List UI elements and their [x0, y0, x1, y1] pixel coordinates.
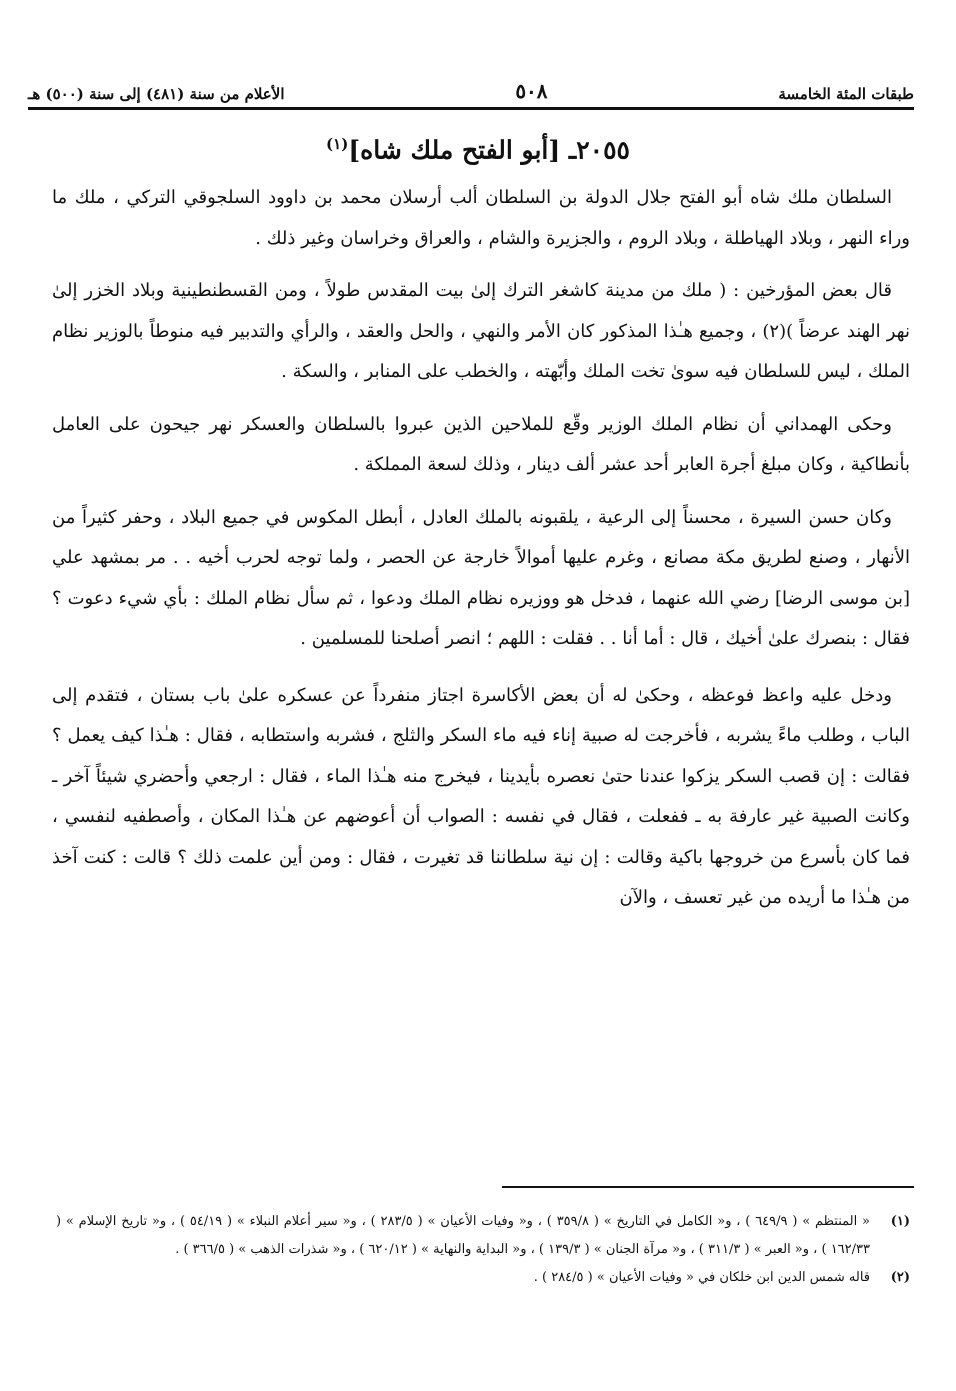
paragraph: السلطان ملك شاه أبو الفتح جلال الدولة بن السلطان ألب أرسلان محمد بن داوود السلجوقي التركي ، ملك ما وراء النهر ، وبلاد الهياطلة ، وبلاد الروم ، والجزيرة والشام ، والعراق وخراسان وغير ذلك .: [52, 187, 910, 249]
entry-body: [52, 178, 910, 931]
footnote: [56, 1208, 910, 1264]
footnote-text: « المنتظم » ( ٦٤٩/٩ ) ، و« الكامل في التاريخ » ( ٣٥٩/٨ ) ، و« وفيات الأعيان » ( ٢٨٣/٥ ) ، و« سير أعلام النبلاء » ( ٥٤/١٩ ) ، و« تاريخ الإسلام » ( ١٦٢/٣٣ ) ، و« العبر » ( ٣١١/٣ ) ، و« مرآة الجنان » ( ١٣٩/٣ ) ، و« البداية والنهاية » ( ٦٢٠/١٢ ) ، و« شذرات الذهب » ( ٣٦٦/٥ ) .: [56, 1214, 871, 1257]
paragraph: وكان حسن السيرة ، محسناً إلى الرعية ، يلقبونه بالملك العادل ، أبطل المكوس في جميع البلاد ، وحفر كثيراً من الأنهار ، وصنع لطريق مكة مصانع ، وغرم عليها أموالاً خارجة عن الحصر ، ولما توجه لحرب أخيه . . مر بمشهد علي [بن موسى الرضا] رضي الله عنهما ، فدخل هو ووزيره نظام الملك ودعوا ، ثم سأل نظام الملك : بأي شيء دعوت ؟ فقال : بنصرك علىٰ أخيك ، قال : أما أنا . . فقلت : اللهم ؛ انصر أصلحنا للمسلمين .: [52, 506, 910, 649]
paragraph: وحكى الهمداني أن نظام الملك الوزير وقّع للملاحين الذين عبروا بالسلطان والعسكر نهر جيحون على العامل بأنطاكية ، وكان مبلغ أجرة العابر أحد عشر ألف دينار ، وذلك لسعة المملكة .: [52, 413, 910, 475]
entry-title: [40, 122, 916, 172]
paragraph: قال بعض المؤرخين : ( ملك من مدينة كاشغر الترك إلىٰ بيت المقدس طولاً ، ومن القسطنطينية وبلاد الخزر إلىٰ نهر الهند عرضاً )(٢) ، وجميع هـٰذا المذكور كان الأمر والنهي ، والحل والعقد ، والرأي والتدبير فيه منوطاً بالوزير نظام الملك ، ليس للسلطان فيه سوىٰ تخت الملك وأبّهته ، والخطب على المنابر ، والسكة .: [52, 280, 910, 382]
title-footnote-ref: (١): [326, 135, 349, 153]
volume-range-title: الأعلام من سنة (٤٨١) إلى سنة (٥٠٠) هـ: [28, 85, 285, 103]
footnote-number: (٢): [890, 1270, 910, 1285]
footnote-divider: [502, 1186, 914, 1188]
entry-title-text: ٢٠٥٥ـ [أبو الفتح ملك شاه]: [348, 135, 630, 165]
footnote-text: قاله شمس الدين ابن خلكان في « وفيات الأعيان » ( ٢٨٤/٥ ) .: [533, 1270, 870, 1285]
book-section-title: طبقات المئة الخامسة: [778, 85, 914, 103]
page-number: ٥٠٨: [515, 79, 548, 103]
paragraph: ودخل عليه واعظ فوعظه ، وحكىٰ له أن بعض الأكاسرة اجتاز منفرداً عن عسكره علىٰ باب بستان ، فتقدم إلى الباب ، وطلب ماءً يشربه ، فأخرجت له صبية إناء فيه ماء السكر والثلج ، فشربه واستطابه ، فقال : هـٰذا كيف يعمل ؟ فقالت : إن قصب السكر يزكوا عندنا حتىٰ نعصره بأيدينا ، فيخرج منه هـٰذا الماء ، فقال : ارجعي وأحضري شيئاً آخر ـ وكانت الصبية غير عارفة به ـ ففعلت ، فقال في نفسه : الصواب أن أعوضهم عن هـٰذا المكان ، وأصطفيه لنفسي ، فما كان بأسرع من خروجها باكية وقالت : إن نية سلطاننا قد تغيرت ، فقال : ومن أين علمت ذلك ؟ قالت : كنت آخذ من هـٰذا ما أريده من غير تعسف ، والآن: [52, 684, 910, 908]
running-header: [28, 78, 914, 110]
footnote: [56, 1264, 910, 1292]
footnotes: [56, 1208, 910, 1292]
footnote-number: (١): [890, 1214, 910, 1229]
